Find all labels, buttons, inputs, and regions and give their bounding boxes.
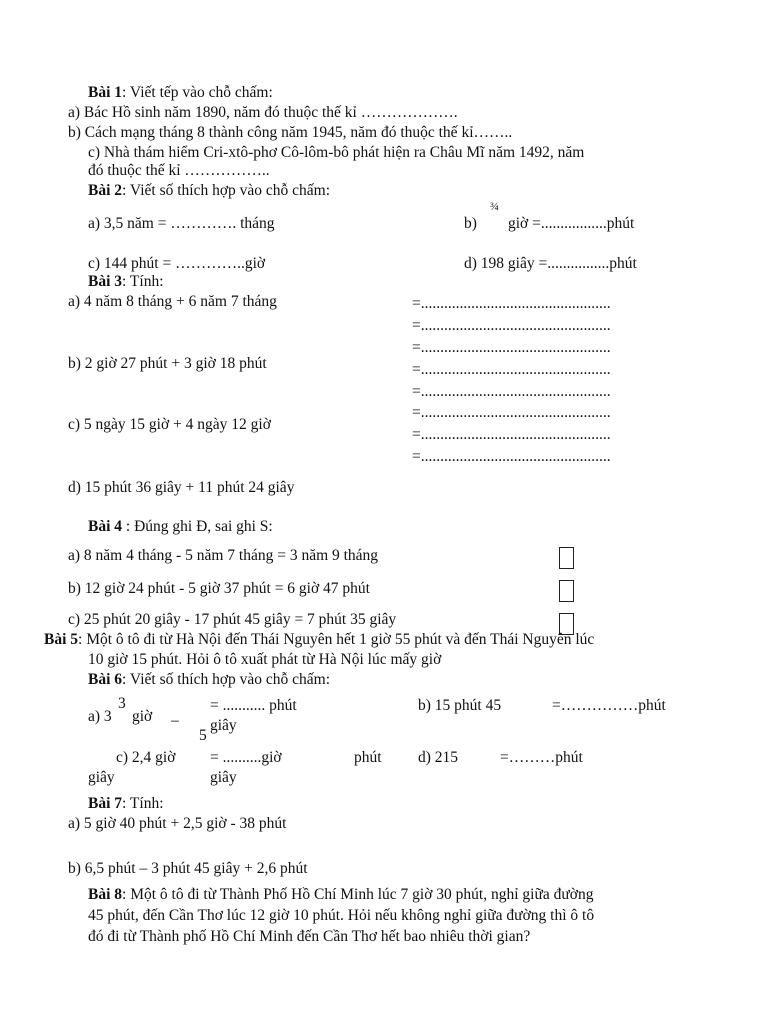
exercise-1-item-c-line1: c) Nhà thám hiểm Cri-xtô-phơ Cô-lôm-bô phát hiện ra Châu Mĩ năm 1492, năm (88, 144, 585, 161)
exercise-2-fraction: ¾ (490, 199, 499, 213)
exercise-2-item-d: d) 198 giây =................phút (464, 255, 637, 272)
exercise-3-item-d: d) 15 phút 36 giây + 11 phút 24 giây (68, 479, 295, 496)
answer-line: =................................................. (412, 426, 611, 443)
exercise-7-item-b: b) 6,5 phút – 3 phút 45 giây + 2,6 phút (68, 860, 308, 877)
answer-line: =................................................. (412, 383, 611, 400)
exercise-5-text: : Một ô tô đi từ Hà Nội đến Thái Nguyên hết 1 giờ 55 phút và đến Thái Nguyên lúc (78, 631, 595, 648)
exercise-2-heading (88, 182, 330, 200)
exercise-8-text: : Một ô tô đi từ Thành Phố Hồ Chí Minh lúc 7 giờ 30 phút, nghỉ giữa đường (122, 886, 594, 903)
exercise-8-line1 (88, 886, 593, 904)
answer-checkbox[interactable] (559, 580, 574, 602)
exercise-6-giay-left: giây (88, 769, 115, 786)
exercise-3-title: Bài 3 (88, 273, 123, 290)
exercise-6-item-b-answer: =……………phút (552, 697, 666, 714)
exercise-2-item-c: c) 144 phút = …………..giờ (88, 255, 266, 272)
exercise-7-item-a: a) 5 giờ 40 phút + 2,5 giờ - 38 phút (68, 815, 287, 832)
exercise-2-item-a: a) 3,5 năm = …………. tháng (88, 215, 275, 232)
answer-line: =................................................. (412, 339, 611, 356)
exercise-1-title: Bài 1 (88, 84, 123, 101)
exercise-6-heading (88, 671, 330, 689)
exercise-4-title: Bài 4 (88, 518, 123, 535)
exercise-4-instruction: : Đúng ghi Đ, sai ghi S: (122, 518, 273, 535)
exercise-6-item-d-answer: =………phút (500, 749, 583, 766)
exercise-3-heading (88, 273, 164, 291)
exercise-5-title: Bài 5 (44, 631, 79, 648)
exercise-6-item-a-answer: = ........... phút (210, 697, 297, 714)
exercise-4-item-a: a) 8 năm 4 tháng - 5 năm 7 tháng = 3 năm 9 tháng (68, 547, 379, 564)
exercise-2-item-b-text: giờ =.................phút (508, 215, 635, 232)
exercise-6-item-a-sup: 3 (118, 695, 126, 712)
exercise-4-item-c: c) 25 phút 20 giây - 17 phút 45 giây = 7 phút 35 giây (68, 611, 397, 628)
exercise-1-item-b: b) Cách mạng tháng 8 thành công năm 1945, năm đó thuộc thế kỉ…….. (68, 124, 513, 141)
exercise-8-line2: 45 phút, đến Cần Thơ lúc 12 giờ 10 phút. Hỏi nếu không nghỉ giữa đường thì ô tô (88, 907, 595, 924)
answer-line: =................................................. (412, 404, 611, 421)
exercise-8-title: Bài 8 (88, 886, 123, 903)
exercise-6-item-c: c) 2,4 giờ (116, 749, 176, 766)
answer-line: =................................................. (412, 317, 611, 334)
exercise-6-item-a-five: 5 (199, 727, 207, 744)
exercise-6-item-a-gio: giờ (132, 708, 153, 725)
exercise-6-item-a-label: a) 3 (88, 708, 112, 725)
exercise-6-instruction: : Viết số thích hợp vào chỗ chấm: (122, 671, 331, 688)
exercise-3-item-c: c) 5 ngày 15 giờ + 4 ngày 12 giờ (68, 416, 271, 433)
exercise-6-giay-mid: giây (210, 769, 237, 786)
answer-line: =................................................. (412, 448, 611, 465)
exercise-1-heading (88, 84, 273, 102)
exercise-6-title: Bài 6 (88, 671, 123, 688)
exercise-2-title: Bài 2 (88, 182, 123, 199)
exercise-6-item-a-giay: giây (210, 717, 237, 734)
exercise-8-line3: đó đi từ Thành phố Hồ Chí Minh đến Cần Thơ hết bao nhiêu thời gian? (88, 928, 531, 945)
exercise-6-item-c-answer: = ..........giờ (210, 749, 282, 766)
exercise-6-item-c-phut: phút (354, 749, 382, 766)
exercise-5-line1 (44, 631, 594, 649)
exercise-7-title: Bài 7 (88, 795, 123, 812)
exercise-1-item-a: a) Bác Hồ sinh năm 1890, năm đó thuộc thế kỉ ………………. (68, 104, 458, 121)
exercise-2-instruction: : Viết số thích hợp vào chỗ chấm: (122, 182, 331, 199)
exercise-7-heading (88, 795, 164, 813)
answer-checkbox[interactable] (559, 547, 574, 569)
exercise-1-item-c-line2: đó thuộc thế kỉ …………….. (88, 162, 270, 179)
exercise-4-heading (88, 518, 273, 536)
exercise-6-item-a-dash: – (171, 712, 179, 729)
exercise-3-item-a: a) 4 năm 8 tháng + 6 năm 7 tháng (68, 293, 277, 310)
exercise-6-item-b: b) 15 phút 45 (418, 697, 502, 714)
exercise-1-instruction: : Viết tếp vào chỗ chấm: (122, 84, 273, 101)
exercise-3-instruction: : Tính: (122, 273, 164, 290)
exercise-6-item-d: d) 215 (418, 749, 459, 766)
exercise-3-item-b: b) 2 giờ 27 phút + 3 giờ 18 phút (68, 355, 267, 372)
exercise-4-item-b: b) 12 giờ 24 phút - 5 giờ 37 phút = 6 giờ 47 phút (68, 580, 370, 597)
exercise-2-item-b-label: b) (464, 215, 477, 232)
answer-line: =................................................. (412, 295, 611, 312)
answer-line: =................................................. (412, 361, 611, 378)
exercise-7-instruction: : Tính: (122, 795, 164, 812)
exercise-5-line2: 10 giờ 15 phút. Hỏi ô tô xuất phát từ Hà Nội lúc mấy giờ (88, 651, 442, 668)
